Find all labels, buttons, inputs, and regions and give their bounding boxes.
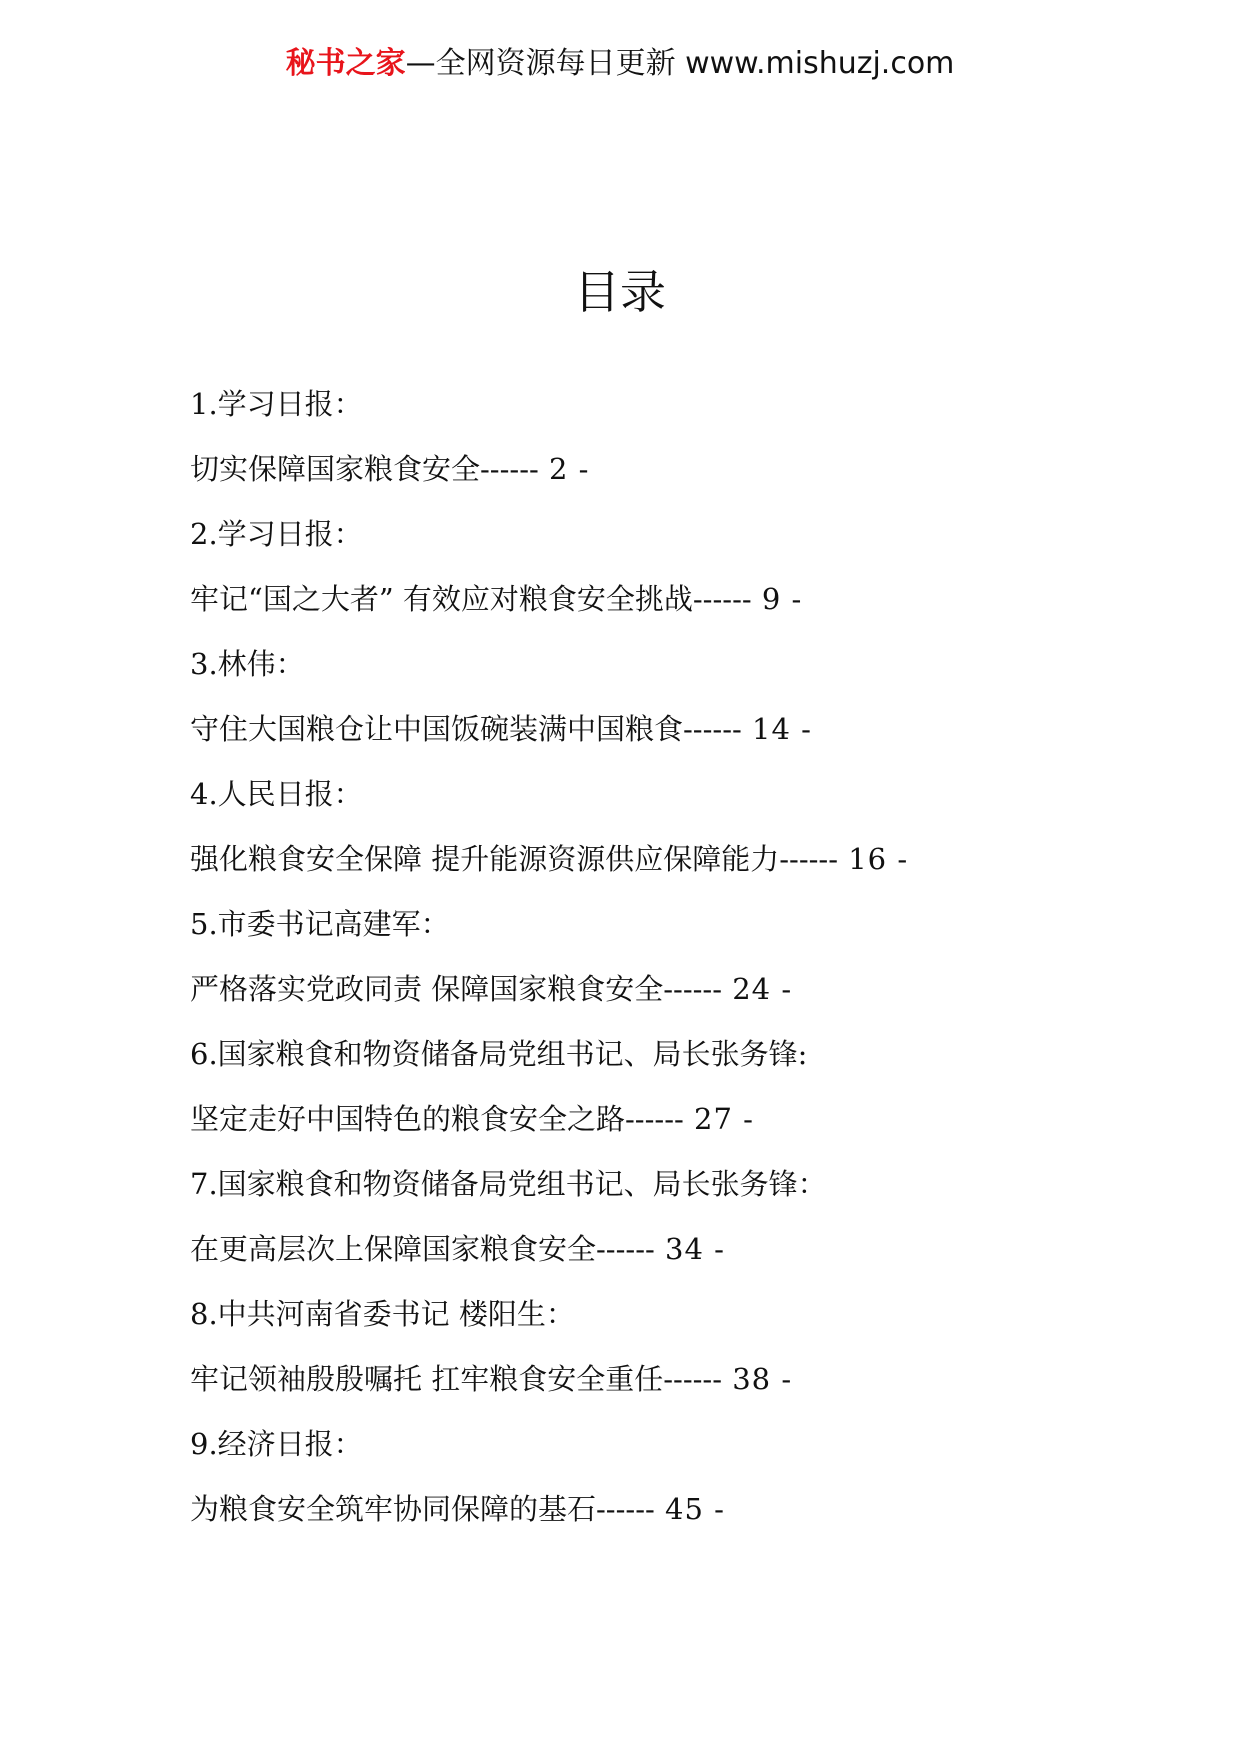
toc-page-number: 2 - [538, 452, 590, 486]
toc-heading: 坚定走好中国特色的粮食安全之路------ [190, 1102, 684, 1136]
toc-heading: 牢记领袖殷殷嘱托 扛牢粮食安全重任------ [190, 1362, 723, 1396]
toc-page-number: 9 - [751, 582, 803, 616]
site-header [0, 44, 1240, 84]
toc-entry[interactable] [190, 567, 1070, 632]
toc-heading: 强化粮食安全保障 提升能源资源供应保障能力------ [190, 842, 839, 876]
toc-source: 5.市委书记高建军： [190, 907, 450, 941]
toc-heading: 为粮食安全筑牢协同保障的基石------ [190, 1492, 655, 1526]
table-of-contents [190, 372, 1070, 1542]
toc-source: 9.经济日报： [190, 1427, 363, 1461]
toc-entry[interactable] [190, 827, 1070, 892]
toc-page-number: 45 - [654, 1492, 725, 1526]
toc-page-number: 14 - [741, 712, 812, 746]
toc-page-number: 24 - [722, 972, 793, 1006]
toc-source: 7.国家粮食和物资储备局党组书记、局长张务锋： [190, 1167, 827, 1201]
toc-page-number: 34 - [654, 1232, 725, 1266]
toc-entry[interactable] [190, 1217, 1070, 1282]
toc-source: 8.中共河南省委书记 楼阳生： [190, 1297, 575, 1331]
toc-entry[interactable] [190, 697, 1070, 762]
toc-heading: 守住大国粮仓让中国饭碗装满中国粮食------ [190, 712, 742, 746]
site-brand: 秘书之家 [285, 46, 406, 81]
page-title: 目录 [574, 265, 666, 319]
toc-heading: 在更高层次上保障国家粮食安全------ [190, 1232, 655, 1266]
toc-entry[interactable] [190, 1347, 1070, 1412]
toc-heading: 切实保障国家粮食安全------ [190, 452, 539, 486]
toc-entry[interactable] [190, 1087, 1070, 1152]
toc-source: 1.学习日报： [190, 387, 363, 421]
toc-source: 3.林伟： [190, 647, 305, 681]
toc-heading: 牢记“国之大者” 有效应对粮食安全挑战------ [190, 582, 752, 616]
toc-entry[interactable] [190, 957, 1070, 1022]
toc-source: 4.人民日报： [190, 777, 363, 811]
toc-page-number: 38 - [722, 1362, 793, 1396]
toc-page-number: 27 - [683, 1102, 754, 1136]
toc-source: 2.学习日报： [190, 517, 363, 551]
toc-page-number: 16 - [838, 842, 909, 876]
site-tagline: —全网资源每日更新 www.mishuzj.com [405, 46, 955, 81]
toc-entry[interactable] [190, 1477, 1070, 1542]
toc-heading: 严格落实党政同责 保障国家粮食安全------ [190, 972, 723, 1006]
toc-source: 6.国家粮食和物资储备局党组书记、局长张务锋: [190, 1037, 808, 1071]
toc-entry[interactable] [190, 437, 1070, 502]
